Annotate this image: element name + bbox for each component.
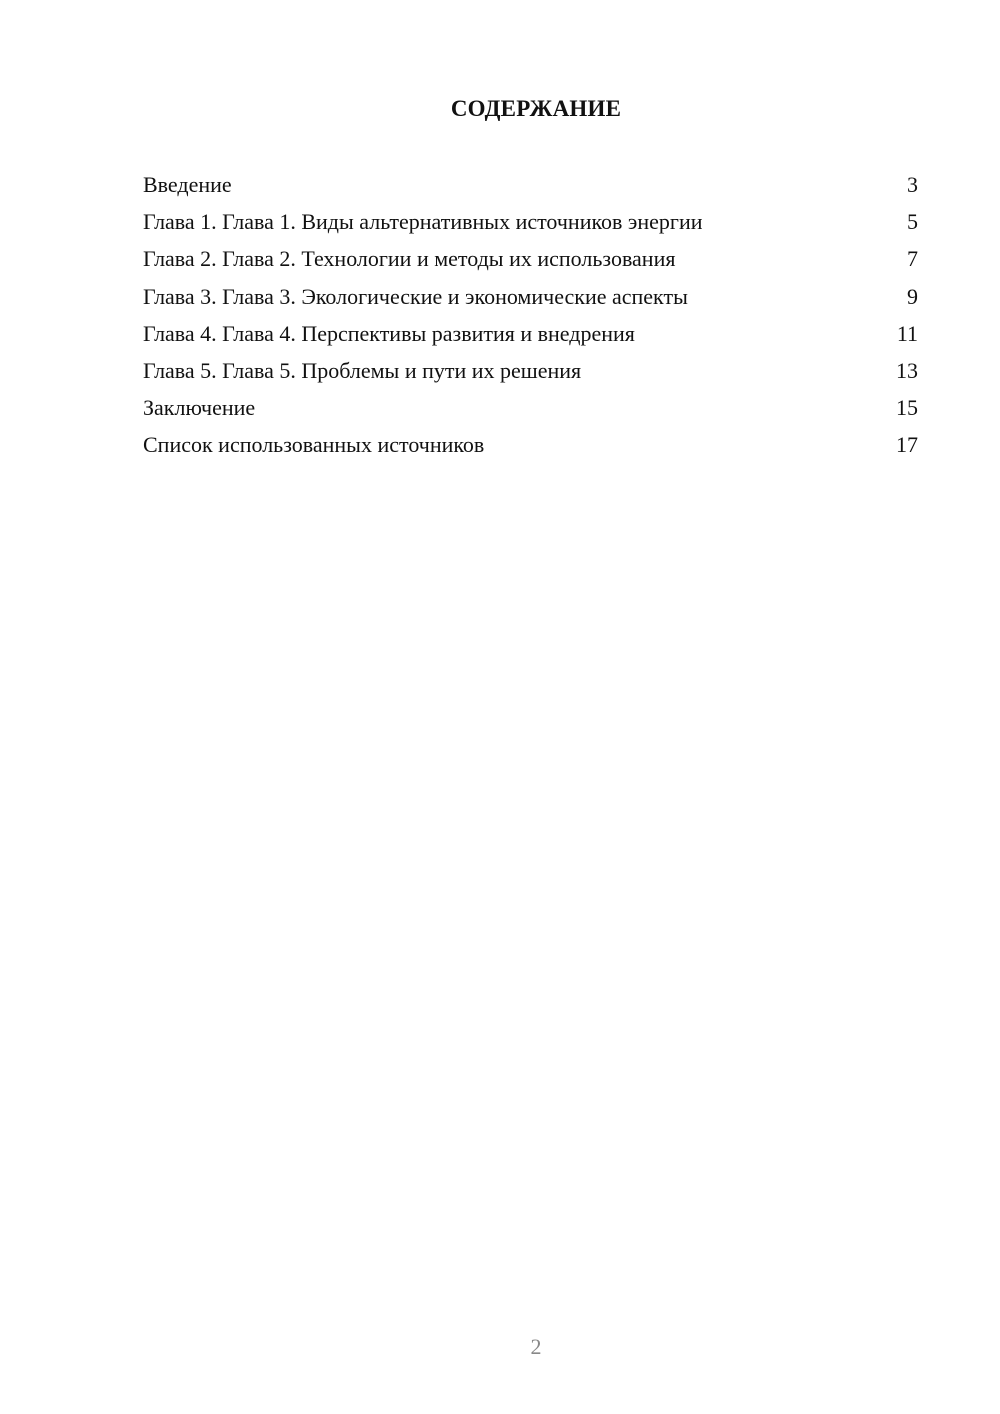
toc-entry-chapter-3 <box>143 283 918 320</box>
toc-entry-page: 17 <box>896 432 918 458</box>
toc-entry-page: 13 <box>896 357 918 383</box>
toc-entry-page: 15 <box>896 395 918 421</box>
toc-entry-label: Глава 5. Глава 5. Проблемы и пути их решения <box>143 357 582 383</box>
toc-entry-references <box>143 431 918 468</box>
toc-entry-chapter-2 <box>143 245 918 282</box>
table-of-contents <box>143 171 918 469</box>
toc-entry-label: Список использованных источников <box>143 432 485 458</box>
toc-entry-introduction <box>143 171 918 208</box>
toc-entry-chapter-1 <box>143 208 918 245</box>
page-title: СОДЕРЖАНИЕ <box>450 96 622 121</box>
toc-entry-page: 11 <box>896 320 918 346</box>
toc-entry-label: Глава 1. Глава 1. Виды альтернативных источников энергии <box>143 209 703 235</box>
toc-entry-page: 9 <box>907 283 918 309</box>
toc-entry-label: Глава 2. Глава 2. Технологии и методы их использования <box>143 246 676 272</box>
toc-entry-chapter-4 <box>143 320 918 357</box>
page-number: 2 <box>530 1334 542 1359</box>
toc-entry-label: Заключение <box>143 395 256 421</box>
toc-entry-chapter-5 <box>143 357 918 394</box>
toc-entry-page: 7 <box>907 246 918 272</box>
toc-entry-label: Введение <box>143 172 232 197</box>
toc-entry-page: 5 <box>907 209 918 235</box>
toc-entry-page: 3 <box>907 172 918 197</box>
toc-entry-label: Глава 4. Глава 4. Перспективы развития и внедрения <box>143 320 635 346</box>
toc-entry-conclusion <box>143 394 918 431</box>
toc-entry-label: Глава 3. Глава 3. Экологические и экономические аспекты <box>143 283 688 309</box>
